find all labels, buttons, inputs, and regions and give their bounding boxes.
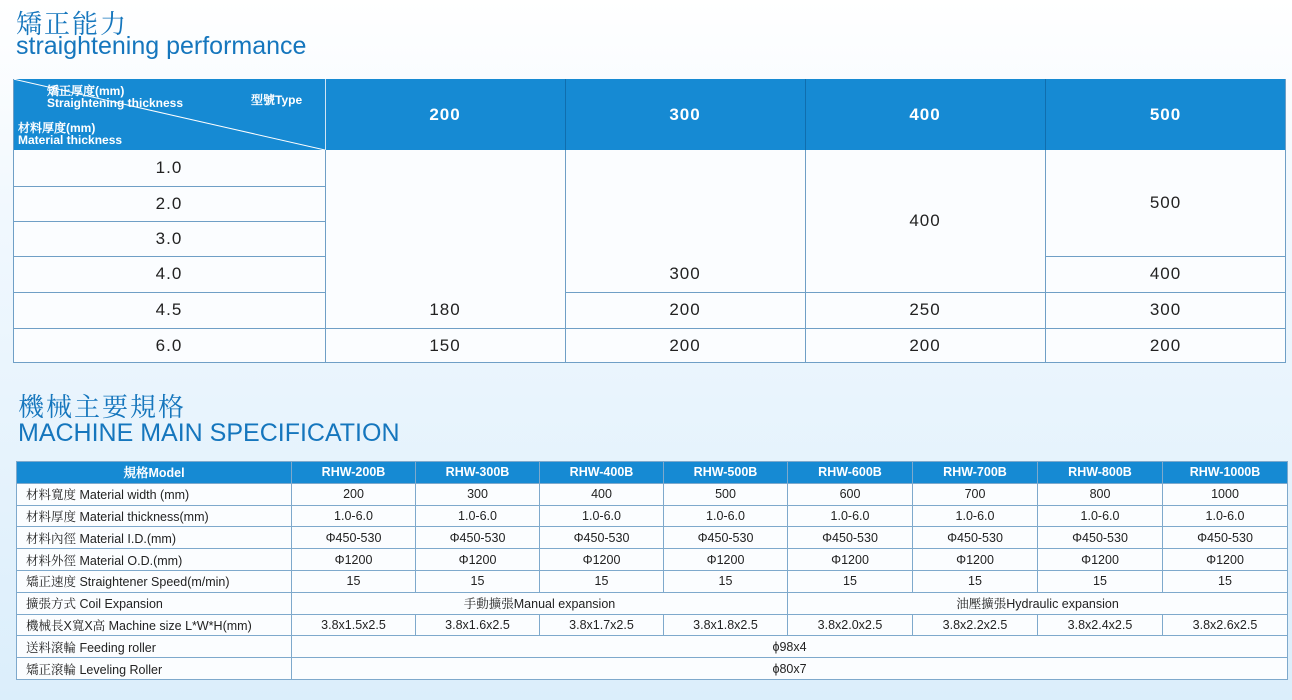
type-header-400: 400 — [909, 104, 941, 124]
spec-title-zh: 機械主要規格 — [18, 393, 187, 423]
thickness-2.0: 2.0 — [155, 193, 183, 213]
model-header: RHW-400B — [540, 462, 664, 484]
cell-300-4.5: 200 — [669, 300, 701, 319]
table-cell: 15 — [788, 570, 913, 592]
feeding-roller-cell: ϕ98x4 — [292, 636, 1288, 658]
cell-500-upto-3.0: 500 — [1149, 193, 1182, 212]
table-cell: Φ1200 — [664, 549, 788, 571]
material-thickness-zh: 材料厚度(mm) — [18, 121, 96, 135]
table-cell: 15 — [416, 570, 540, 592]
model-label: 規格Model — [17, 462, 292, 484]
model-header: RHW-200B — [292, 462, 416, 484]
table-cell: 15 — [1038, 570, 1163, 592]
performance-table — [13, 79, 1286, 363]
table-cell: 1000 — [1163, 483, 1288, 505]
table-cell: Φ1200 — [292, 549, 416, 571]
table-cell: 400 — [540, 483, 664, 505]
table-cell: Φ1200 — [788, 549, 913, 571]
spec-header-row — [17, 462, 1288, 484]
cell-200-upto-4.5: 180 — [429, 300, 461, 319]
table-cell: 500 — [664, 483, 788, 505]
table-row — [17, 549, 1288, 571]
table-cell: Φ450-530 — [788, 527, 913, 549]
table-cell: 200 — [292, 483, 416, 505]
table-cell: 3.8x2.2x2.5 — [913, 614, 1038, 636]
cell-200-6.0: 150 — [429, 335, 461, 355]
thickness-4.0: 4.0 — [155, 264, 183, 283]
table-cell: 15 — [292, 570, 416, 592]
table-row — [17, 636, 1288, 658]
table-cell: 15 — [540, 570, 664, 592]
straightening-thickness-zh: 矯正厚度(mm) — [47, 84, 125, 98]
row-label: 矯正速度 Straightener Speed(m/min) — [17, 570, 292, 592]
thickness-6.0: 6.0 — [155, 335, 183, 355]
table-cell: 1.0-6.0 — [664, 505, 788, 527]
table-cell: 1.0-6.0 — [913, 505, 1038, 527]
table-row — [17, 527, 1288, 549]
table-cell: 600 — [788, 483, 913, 505]
type-header-300: 300 — [669, 104, 701, 124]
row-label: 擴張方式 Coil Expansion — [17, 592, 292, 614]
model-header: RHW-500B — [664, 462, 788, 484]
table-cell: 1.0-6.0 — [1163, 505, 1288, 527]
model-header: RHW-800B — [1038, 462, 1163, 484]
row-label: 材料外徑 Material O.D.(mm) — [17, 549, 292, 571]
table-cell: 3.8x1.7x2.5 — [540, 614, 664, 636]
table-row — [17, 570, 1288, 592]
table-cell: 15 — [1163, 570, 1288, 592]
table-row — [17, 614, 1288, 636]
table-row — [17, 592, 1288, 614]
table-cell: Φ450-530 — [664, 527, 788, 549]
table-cell: Φ1200 — [540, 549, 664, 571]
table-cell: Φ450-530 — [416, 527, 540, 549]
table-cell: 15 — [913, 570, 1038, 592]
table-cell: 1.0-6.0 — [416, 505, 540, 527]
cell-300-6.0: 200 — [669, 335, 701, 355]
table-cell: 3.8x2.4x2.5 — [1038, 614, 1163, 636]
row-label: 矯正滾輪 Leveling Roller — [17, 658, 292, 680]
row-label: 材料內徑 Material I.D.(mm) — [17, 527, 292, 549]
table-cell: Φ450-530 — [1038, 527, 1163, 549]
row-label: 送料滾輪 Feeding roller — [17, 636, 292, 658]
type-label: 型號Type — [251, 93, 303, 107]
table-cell: 1.0-6.0 — [1038, 505, 1163, 527]
leveling-roller-cell: ϕ80x7 — [292, 658, 1288, 680]
model-header: RHW-700B — [913, 462, 1038, 484]
row-label: 機械長X寬X高 Machine size L*W*H(mm) — [17, 614, 292, 636]
cell-400-4.5: 250 — [909, 300, 941, 319]
model-header: RHW-1000B — [1163, 462, 1288, 484]
table-cell: Φ450-530 — [1163, 527, 1288, 549]
cell-500-4.5: 300 — [1149, 300, 1182, 319]
table-cell: 1.0-6.0 — [788, 505, 913, 527]
thickness-3.0: 3.0 — [155, 228, 183, 248]
table-cell: 1.0-6.0 — [292, 505, 416, 527]
table-cell: 3.8x2.0x2.5 — [788, 614, 913, 636]
table-cell: 15 — [664, 570, 788, 592]
cell-400-upto-4.0: 400 — [909, 211, 941, 230]
table-cell: 3.8x2.6x2.5 — [1163, 614, 1288, 636]
coil-hydraulic-cell: 油壓擴張Hydraulic expansion — [788, 592, 1288, 614]
thickness-4.5: 4.5 — [155, 300, 183, 319]
table-cell: Φ1200 — [1038, 549, 1163, 571]
section-title-zh: 矯正能力 — [16, 10, 129, 40]
type-header-200: 200 — [429, 104, 461, 124]
cell-500-4.0: 400 — [1149, 264, 1182, 283]
model-header: RHW-600B — [788, 462, 913, 484]
thickness-1.0: 1.0 — [155, 158, 183, 177]
table-cell: 1.0-6.0 — [540, 505, 664, 527]
table-cell: 3.8x1.8x2.5 — [664, 614, 788, 636]
cell-300-upto-4.0: 300 — [669, 264, 701, 283]
cell-500-6.0: 200 — [1149, 335, 1182, 355]
coil-manual-cell: 手動擴張Manual expansion — [292, 592, 788, 614]
table-cell: 800 — [1038, 483, 1163, 505]
row-label: 材料厚度 Material thickness(mm) — [17, 505, 292, 527]
table-cell: 3.8x1.5x2.5 — [292, 614, 416, 636]
type-header-500: 500 — [1149, 104, 1182, 124]
model-header: RHW-300B — [416, 462, 540, 484]
table-cell: Φ450-530 — [292, 527, 416, 549]
cell-400-6.0: 200 — [909, 335, 941, 355]
table-cell: Φ450-530 — [913, 527, 1038, 549]
table-row — [17, 505, 1288, 527]
table-row — [17, 483, 1288, 505]
section-title-en: straightening performance — [16, 32, 307, 60]
table-cell: Φ450-530 — [540, 527, 664, 549]
table-cell: 3.8x1.6x2.5 — [416, 614, 540, 636]
table-row — [17, 658, 1288, 680]
table-cell: Φ1200 — [1163, 549, 1288, 571]
material-thickness-en: Material thickness — [18, 133, 123, 147]
straightening-thickness-en: Straightening thickness — [47, 96, 184, 110]
spec-table — [16, 461, 1288, 680]
table-cell: Φ1200 — [913, 549, 1038, 571]
table-cell: 700 — [913, 483, 1038, 505]
table-cell: 300 — [416, 483, 540, 505]
row-label: 材料寬度 Material width (mm) — [17, 483, 292, 505]
table-cell: Φ1200 — [416, 549, 540, 571]
spec-title-en: MACHINE MAIN SPECIFICATION — [18, 419, 400, 447]
